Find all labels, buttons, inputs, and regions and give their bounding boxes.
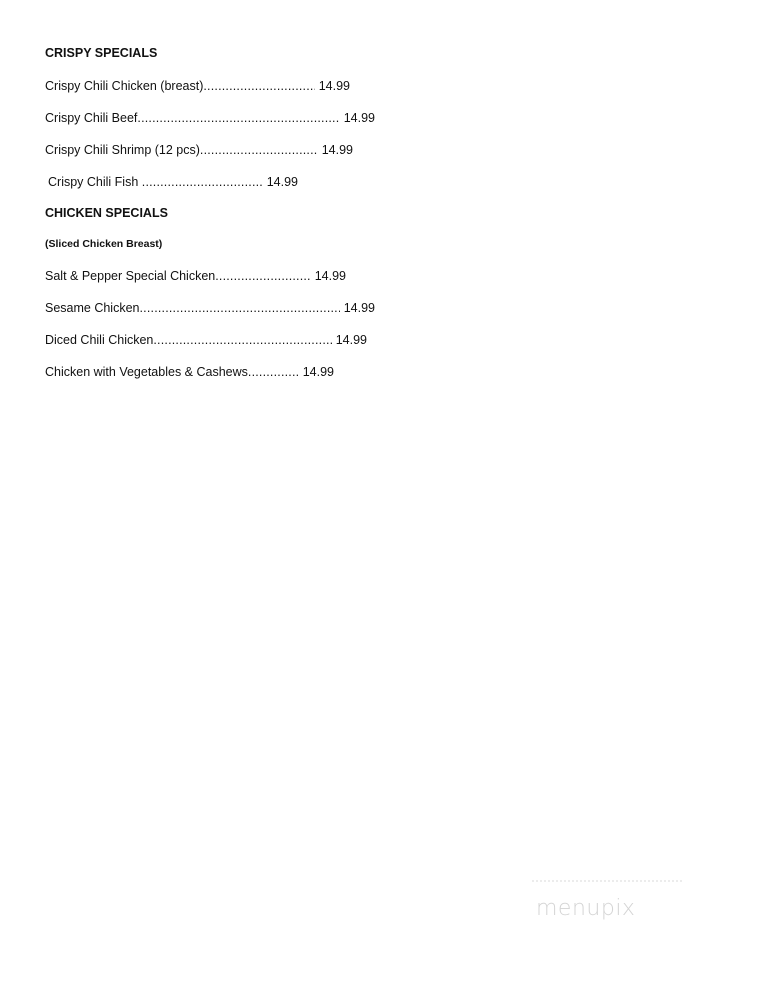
- item-name: Crispy Chili Shrimp (12 pcs): [45, 143, 200, 157]
- section-subtitle: (Sliced Chicken Breast): [45, 238, 163, 250]
- menu-item: [48, 174, 298, 190]
- item-price: 14.99: [266, 175, 298, 189]
- item-name: Crispy Chili Fish: [48, 175, 142, 189]
- item-name: Sesame Chicken: [45, 301, 140, 315]
- item-name: Crispy Chili Chicken (breast): [45, 79, 204, 93]
- item-name: Diced Chili Chicken: [45, 333, 154, 347]
- item-name: Chicken with Vegetables & Cashews: [45, 365, 248, 379]
- item-name: Salt & Pepper Special Chicken: [45, 269, 216, 283]
- item-price: 14.99: [335, 333, 367, 347]
- dot-leader: [215, 268, 310, 284]
- item-price: 14.99: [302, 365, 334, 379]
- watermark-logo: menupix: [536, 896, 636, 921]
- item-price: 14.99: [321, 143, 353, 157]
- dot-leader: [153, 332, 331, 348]
- section-heading-chicken-specials: CHICKEN SPECIALS: [45, 206, 168, 220]
- dot-leader: [203, 78, 314, 94]
- item-price: 14.99: [314, 269, 346, 283]
- dot-leader: [137, 110, 339, 126]
- menu-item: [45, 78, 350, 94]
- item-price: 14.99: [318, 79, 350, 93]
- menu-item: [45, 110, 375, 126]
- item-price: 14.99: [343, 111, 375, 125]
- menu-item: [45, 364, 334, 380]
- section-heading-crispy-specials: CRISPY SPECIALS: [45, 46, 158, 60]
- menu-item: [45, 268, 346, 284]
- menu-item: [45, 142, 353, 158]
- item-price: 14.99: [343, 301, 375, 315]
- watermark-decoration: [532, 880, 682, 887]
- dot-leader: [248, 364, 299, 380]
- item-name: Crispy Chili Beef: [45, 111, 138, 125]
- dot-leader: [140, 300, 340, 316]
- menu-item: [45, 300, 375, 316]
- dot-leader: [142, 174, 263, 190]
- menu-item: [45, 332, 367, 348]
- dot-leader: [200, 142, 318, 158]
